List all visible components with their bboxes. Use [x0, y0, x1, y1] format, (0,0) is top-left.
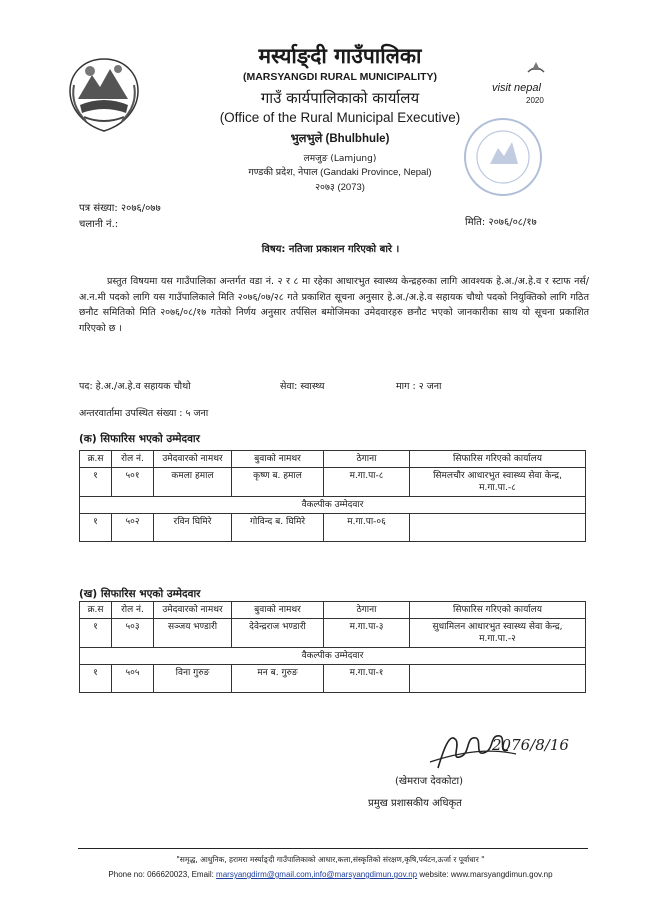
province-name: गण्डकी प्रदेश, नेपाल (Gandaki Province, Nepal) [248, 167, 432, 178]
table-row [80, 665, 586, 693]
cell: १ [80, 665, 112, 693]
header-cell: उमेदवारको नामथर [154, 602, 232, 619]
header-cell: रोल नं. [112, 451, 154, 468]
header-cell: बुवाको नामथर [232, 451, 324, 468]
district-name: लमजुङ (Lamjung) [303, 154, 377, 164]
alt-label-row [80, 497, 586, 514]
table-header-row [80, 451, 586, 468]
handwritten-signature [420, 718, 570, 778]
header-cell: उमेदवारको नामथर [154, 451, 232, 468]
cell: म.गा.पा-८ [324, 468, 410, 497]
place-name: भुलभुले (Bhulbhule) [290, 133, 390, 145]
emblem-logo [66, 55, 142, 135]
header-cell: सिफारिस गरिएको कार्यालय [410, 602, 586, 619]
cell: १ [80, 619, 112, 648]
cell: सञ्जय भण्डारी [154, 619, 232, 648]
letter-date: मिति: २०७६/०८/१७ [465, 217, 537, 228]
cell: ५०२ [112, 514, 154, 542]
header-cell: क्र.स [80, 451, 112, 468]
cell: १ [80, 468, 112, 497]
post-label: पद: हे.अ./अ.हे.व सहायक चौथो [79, 381, 191, 392]
cell [410, 665, 586, 693]
header-cell: ठेगाना [324, 602, 410, 619]
visit-nepal-year: 2020 [526, 96, 544, 105]
section-a-title: (क) सिफारिस भएको उम्मेदवार [79, 433, 200, 445]
cell: १ [80, 514, 112, 542]
footer-contact [0, 870, 661, 879]
established-year: २०७३ (2073) [315, 182, 365, 193]
municipality-name-np: मर्स्याङ्दी गाउँपालिका [258, 44, 422, 68]
municipality-name-en: (MARSYANGDI RURAL MUNICIPALITY) [242, 71, 438, 83]
office-name-en: (Office of the Rural Municipal Executive) [219, 110, 461, 125]
demand-label: माग : २ जना [396, 381, 442, 392]
footer-email-link[interactable]: marsyangdirm@gmail.com,info@marsyangdimun.gov.np [216, 870, 418, 879]
cell: म.गा.पा-१ [324, 665, 410, 693]
cell: देवेन्द्रराज भण्डारी [232, 619, 324, 648]
recommendation-table-a [79, 450, 586, 542]
alt-label-row [80, 648, 586, 665]
signatory-name: (खेमराज देवकोटा) [395, 776, 464, 787]
header-cell: क्र.स [80, 602, 112, 619]
cell: मन ब. गुरुङ [232, 665, 324, 693]
table-header-row [80, 602, 586, 619]
footer-divider [78, 848, 588, 849]
cell: सिमलचौर आधारभुत स्वास्थ्य सेवा केन्द्र, म.गा.पा.-८ [410, 468, 586, 497]
visit-nepal-logo [488, 58, 588, 114]
header-cell: रोल नं. [112, 602, 154, 619]
subject-line: विषय: नतिजा प्रकाशन गरिएको बारे । [261, 244, 400, 255]
cell: ५०१ [112, 468, 154, 497]
table-row [80, 619, 586, 648]
cell: म.गा.पा-३ [324, 619, 410, 648]
cell: विना गुरुङ [154, 665, 232, 693]
cell: कमला हमाल [154, 468, 232, 497]
table-row [80, 468, 586, 497]
signatory-title: प्रमुख प्रशासकीय अधिकृत [368, 798, 462, 809]
interview-count: अन्तरवार्तामा उपस्थित संख्या : ५ जना [79, 408, 209, 419]
office-name-np: गाउँ कार्यपालिकाको कार्यालय [260, 89, 420, 107]
header-cell: बुवाको नामथर [232, 602, 324, 619]
alt-label-cell: वैकल्पीक उम्मेदवार [80, 497, 586, 514]
cell: रविन घिमिरे [154, 514, 232, 542]
signature-date: 2076/8/16 [492, 736, 569, 754]
office-stamp [458, 112, 548, 202]
cell: कृष्ण ब. हमाल [232, 468, 324, 497]
header-cell: सिफारिस गरिएको कार्यालय [410, 451, 586, 468]
recommendation-table-b [79, 601, 586, 693]
letter-number: पत्र संख्या: २०७६/०७७ [79, 203, 161, 214]
service-label: सेवा: स्वास्थ्य [280, 381, 325, 392]
cell: ५०५ [112, 665, 154, 693]
alt-label-cell: वैकल्पीक उम्मेदवार [80, 648, 586, 665]
body-paragraph: प्रस्तुत विषयमा यस गाउँपालिका अन्तर्गत वडा नं. २ र ८ मा रहेका आधारभुत स्वास्थ्य केन्द्रहरुका लागि आवश्यक हे.अ./अ.हे.व र स्टाफ नर्स/अ.न.मी पदको लागि यस गाउँपालिकाले मिति २०७६/०७/२८ गते प्रकाशित सूचना अनुसार हे.अ./अ.हे.व सहायक चौथो पदको नियुक्तिको लागि गठित छनौट समितिको मिति २०७६/०८/१७ गतेको निर्णय अनुसार तर्पसिल बमोजिमका उमेदवारहरु छनौट भएको जानकारीका साथ यो सूचना प्रकाशित गरिएको छ । [79, 276, 589, 334]
cell: ५०३ [112, 619, 154, 648]
section-b-title: (ख) सिफारिस भएको उम्मेदवार [79, 588, 201, 600]
header-cell: ठेगाना [324, 451, 410, 468]
cell: गोविन्द ब. घिमिरे [232, 514, 324, 542]
footer-motto: "समृद्ध, आधुनिक, हरामरा मर्स्याङ्दी गाउँपालिकाको आधार,कला,संस्कृतिको संरक्षण,कृषि,पर्यटन,ऊर्जा र पूर्वाधार " [176, 855, 485, 864]
visit-nepal-text: visit nepal [492, 82, 541, 94]
cell: म.गा.पा-०६ [324, 514, 410, 542]
footer-website[interactable]: website: www.marsyangdimun.gov.np [417, 870, 553, 879]
cell: सुधामिलन आधारभुत स्वास्थ्य सेवा केन्द्र, म.गा.पा.-२ [410, 619, 586, 648]
footer-phone: Phone no: 066620023, Email: [108, 870, 217, 879]
table-row [80, 514, 586, 542]
dispatch-number: चलानी नं.: [79, 219, 119, 230]
cell [410, 514, 586, 542]
